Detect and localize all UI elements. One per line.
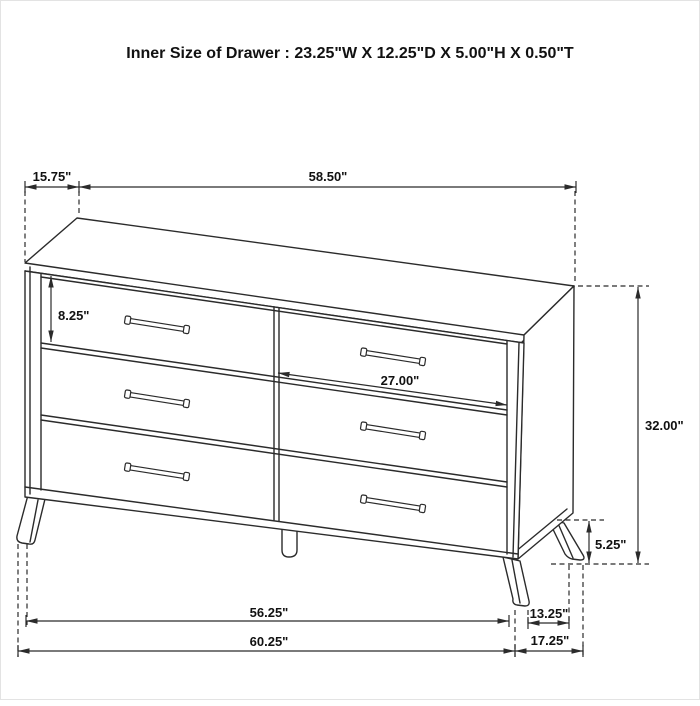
dresser-illustration — [17, 218, 584, 606]
dim-label-overall-height: 32.00" — [645, 418, 684, 433]
dresser-dimension-diagram — [1, 1, 700, 701]
diagram-title: Inner Size of Drawer : 23.25"W X 12.25"D X 5.00"H X 0.50"T — [126, 45, 574, 62]
dim-label-top-width: 58.50" — [308, 169, 348, 184]
dim-label-side-leg-span: 13.25" — [529, 606, 569, 621]
dim-label-drawer-height: 8.25" — [58, 308, 90, 323]
dim-label-top-depth: 15.75" — [32, 169, 72, 184]
dim-label-leg-height: 5.25" — [595, 537, 627, 552]
dim-label-drawer-width: 27.00" — [380, 373, 420, 388]
dim-label-floor-depth: 17.25" — [530, 633, 570, 648]
dim-label-front-leg-span: 56.25" — [249, 605, 289, 620]
dim-label-floor-width: 60.25" — [249, 634, 289, 649]
